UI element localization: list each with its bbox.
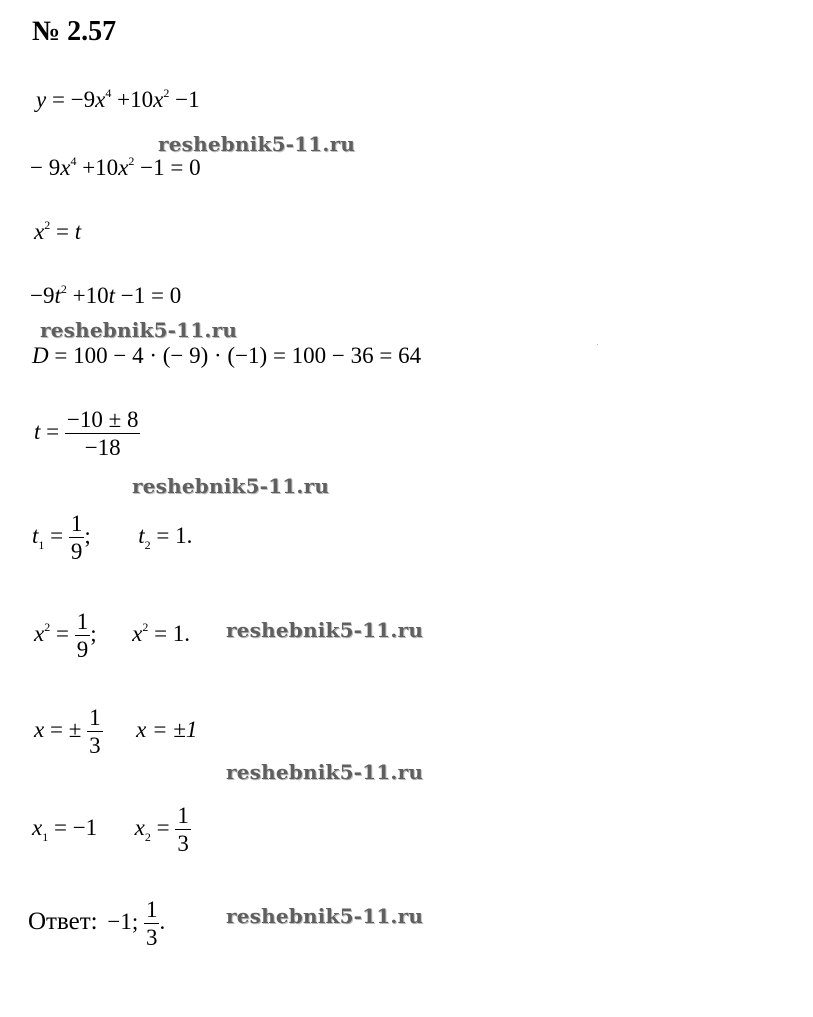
- x-first-fraction: [87, 706, 103, 757]
- watermark: reshebnik5-11.ru: [226, 904, 424, 928]
- t2-value: = 1.: [156, 522, 193, 548]
- function-definition: $y = -9x^4 +10x^2 -1$: [36, 86, 200, 112]
- x-squared-numerator: 1: [76, 609, 89, 634]
- x-first-denominator: 3: [89, 733, 101, 758]
- x-squared-denominator: 9: [76, 637, 89, 662]
- answer-numerator: 1: [145, 897, 158, 922]
- roots-formula: t = $\frac{-10 \pm 8}{-18}$: [34, 407, 139, 460]
- problem-number: № 2.57: [32, 16, 117, 47]
- roots-fraction: [65, 408, 141, 459]
- roots-denominator: −18: [65, 433, 141, 459]
- x-second: x = ±1: [136, 716, 198, 742]
- x-squared-values: $x^2$ = $\frac{1}{9}$ ; $x^2 = 1$.: [34, 609, 191, 662]
- answer-fraction: [144, 898, 160, 949]
- x-squared-fraction: [75, 610, 91, 661]
- x2-numerator: 1: [177, 803, 189, 828]
- roots-numerator: −10 ± 8: [66, 407, 139, 432]
- t1-fraction: [69, 512, 85, 563]
- x-values: x = ± $\frac{1}{3}$ x = ±1: [34, 705, 198, 758]
- answer-label: Ответ:: [28, 907, 98, 935]
- x2-fraction: [175, 804, 191, 855]
- answer-line: Ответ: −1; $\frac{1}{3}$ .: [28, 897, 166, 950]
- answer-value: −1;: [107, 908, 139, 934]
- t1-denominator: 9: [70, 539, 83, 564]
- quadratic-equation: $-9t^2 +10t -1 = 0$: [30, 282, 182, 308]
- watermark: reshebnik5-11.ru: [40, 318, 238, 342]
- x-first-numerator: 1: [89, 705, 101, 730]
- x-squared-right: = 1.: [154, 620, 191, 646]
- watermark: reshebnik5-11.ru: [158, 132, 356, 156]
- t1-numerator: 1: [70, 511, 83, 536]
- scan-speck: [597, 344, 598, 345]
- substitution: $x^2 = t$: [34, 218, 82, 244]
- answer-denominator: 3: [145, 925, 158, 950]
- watermark: reshebnik5-11.ru: [226, 760, 424, 784]
- watermark: reshebnik5-11.ru: [132, 474, 330, 498]
- watermark: reshebnik5-11.ru: [226, 618, 424, 642]
- equation-zero: − $9x^4 +10x^2 -1 = 0$: [30, 154, 201, 180]
- x2-denominator: 3: [177, 831, 189, 856]
- t-roots: $t_1$ = $\frac{1}{9}$ ; $t_2 = 1$.: [32, 511, 193, 564]
- x1-value: = −1: [53, 814, 98, 840]
- final-roots: $x_1 = -1$ $x_2$ = $\frac{1}{3}$: [32, 803, 189, 856]
- discriminant: D = 100 − 4 · (− 9) · (−1) = 100 − 36 = 64: [32, 343, 422, 368]
